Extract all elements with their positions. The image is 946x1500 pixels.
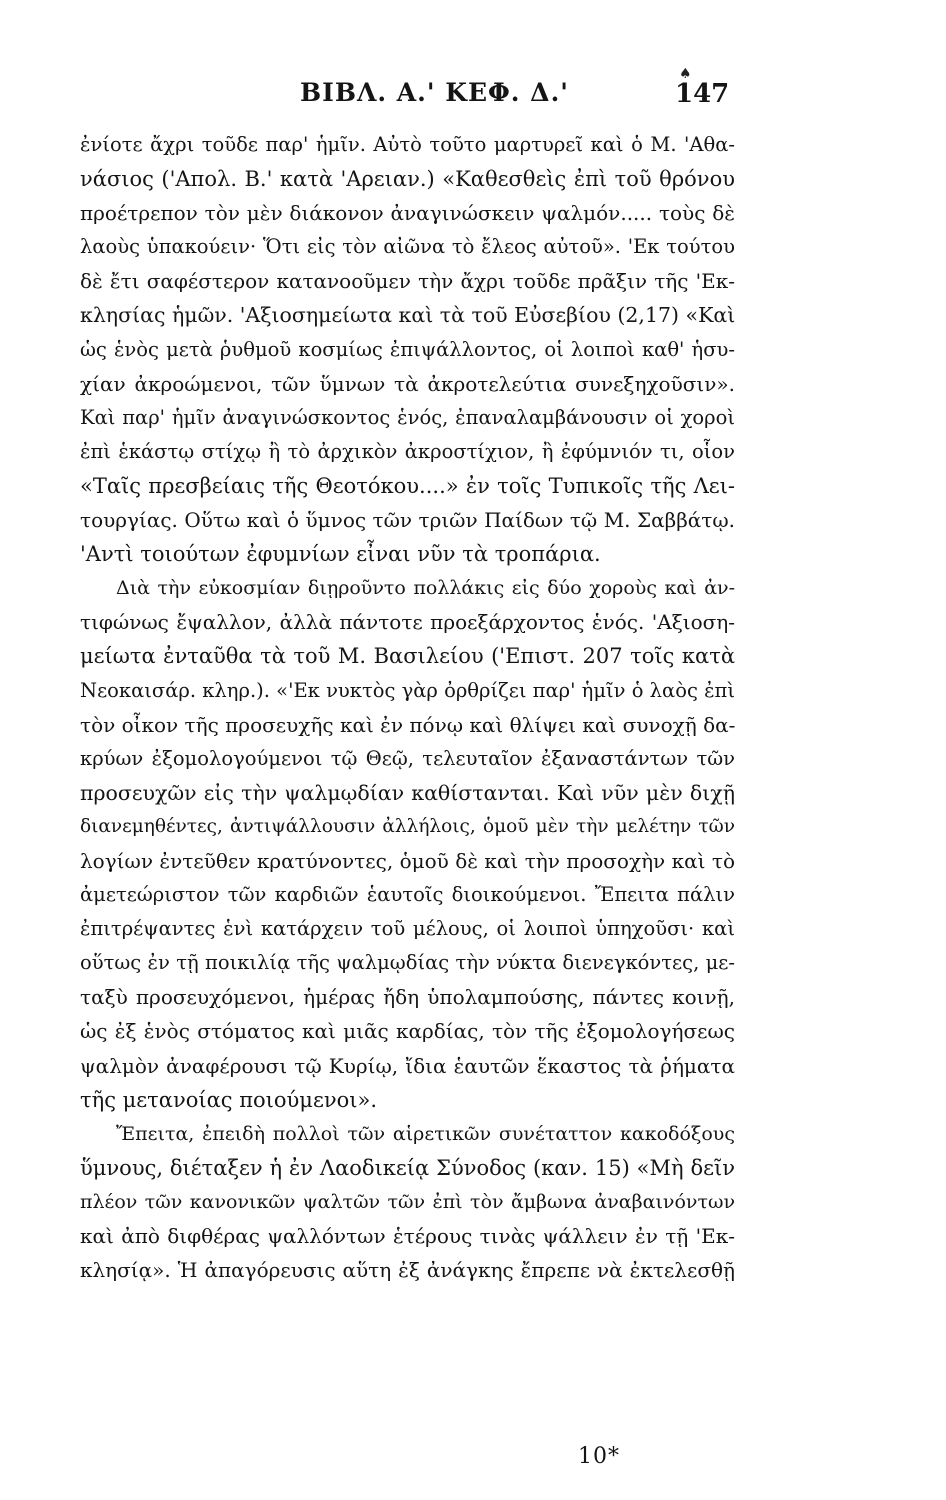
text-line: «Ταῖς πρεσβείαις τῆς Θεοτόκου....» ἐν τοῖς Τυπικοῖς τῆς Λει- — [80, 473, 735, 498]
text-line: ἀμετεώριστον τῶν καρδιῶν ἑαυτοῖς διοικούμενοι. Ἔπειτα πάλιν — [80, 883, 735, 907]
text-line: λογίων ἐντεῦθεν κρατύνοντες, ὁμοῦ δὲ καὶ τὴν προσοχὴν καὶ τὸ — [80, 848, 735, 873]
text-line: ὡς ἑνὸς μετὰ ῥυθμοῦ κοσμίως ἐπιψάλλοντος, οἱ λοιποὶ καθ' ἡσυ- — [80, 337, 735, 361]
paragraph-start-line: Ἔπειτα, ἐπειδὴ πολλοὶ τῶν αἱρετικῶν συνέταττον κακοδόξους — [116, 1122, 735, 1145]
text-line: Καὶ παρ' ἡμῖν ἀναγινώσκοντος ἑνός, ἐπαναλαμβάνουσιν οἱ χοροὶ — [80, 405, 735, 429]
text-line: πλέον τῶν κανονικῶν ψαλτῶν τῶν ἐπὶ τὸν ἄμβωνα ἀναβαινόντων — [80, 1190, 735, 1213]
paragraph-start-line: Διὰ τὴν εὐκοσμίαν διῃροῦντο πολλάκις εἰς δύο χοροὺς καὶ ἀν- — [116, 577, 735, 600]
text-line: νάσιος ('Απολ. Β.' κατὰ 'Αρειαν.) «Καθεσθεὶς ἐπὶ τοῦ θρόνου — [80, 167, 735, 192]
text-line: ψαλμὸν ἀναφέρουσι τῷ Κυρίῳ, ἴδια ἑαυτῶν ἕκαστος τὰ ῥήματα — [80, 1053, 735, 1078]
page-header — [0, 66, 946, 118]
text-line: χίαν ἀκροώμενοι, τῶν ὕμνων τὰ ἀκροτελεύτια συνεξηχοῦσιν». — [80, 371, 735, 396]
text-line: κλησίᾳ». Ἡ ἀπαγόρευσις αὕτη ἐξ ἀνάγκης ἔπρεπε νὰ ἐκτελεσθῇ — [80, 1258, 735, 1283]
text-line: τῆς μετανοίας ποιούμενοι». — [80, 1087, 378, 1112]
page-number: 147 — [675, 79, 730, 109]
text-line: προσευχῶν εἰς τὴν ψαλμῳδίαν καθίστανται. Καὶ νῦν μὲν διχῇ — [80, 780, 735, 805]
text-line: μείωτα ἐνταῦθα τὰ τοῦ Μ. Βασιλείου ('Επιστ. 207 τοῖς κατὰ — [80, 644, 735, 669]
text-line: ἐπιτρέψαντες ἑνὶ κατάρχειν τοῦ μέλους, οἱ λοιποὶ ὑπηχοῦσι· καὶ — [80, 917, 735, 941]
text-line: ὡς ἐξ ἑνὸς στόματος καὶ μιᾶς καρδίας, τὸν τῆς ἐξομολογήσεως — [80, 1019, 735, 1044]
running-head: ΒΙΒΛ. Α.' ΚΕΦ. Δ.' — [300, 78, 569, 107]
ink-mark-icon: ♠ — [679, 66, 692, 82]
text-line: ὕμνους, διέταξεν ἡ ἐν Λαοδικείᾳ Σύνοδος (καν. 15) «Μὴ δεῖν — [80, 1155, 735, 1180]
text-line: ἐπὶ ἑκάστῳ στίχῳ ἢ τὸ ἀρχικὸν ἀκροστίχιον, ἢ ἐφύμνιόν τι, οἷον — [80, 439, 735, 463]
text-line: τὸν οἶκον τῆς προσευχῆς καὶ ἐν πόνῳ καὶ θλίψει καὶ συνοχῇ δα- — [80, 712, 736, 737]
text-line: οὕτως ἐν τῇ ποικιλίᾳ τῆς ψαλμῳδίας τὴν νύκτα διενεγκόντες, με- — [80, 951, 735, 975]
text-line: 'Αντὶ τοιούτων ἐφυμνίων εἶναι νῦν τὰ τροπάρια. — [80, 542, 601, 567]
text-line: κρύων ἐξομολογούμενοι τῷ Θεῷ, τελευταῖον ἐξαναστάντων τῶν — [80, 746, 735, 770]
text-line: ταξὺ προσευχόμενοι, ἡμέρας ἤδη ὑπολαμπούσης, πάντες κοινῇ, — [80, 985, 735, 1010]
signature-mark: 10* — [578, 1444, 620, 1469]
text-line: δὲ ἔτι σαφέστερον κατανοοῦμεν τὴν ἄχρι τοῦδε πρᾶξιν τῆς 'Εκ- — [80, 269, 735, 294]
text-line: κλησίας ἡμῶν. 'Αξιοσημείωτα καὶ τὰ τοῦ Εὐσεβίου (2,17) «Καὶ — [80, 303, 736, 328]
text-line: διανεμηθέντες, ἀντιψάλλουσιν ἀλλήλοις, ὁμοῦ μὲν τὴν μελέτην τῶν — [80, 815, 735, 837]
text-line: καὶ ἀπὸ διφθέρας ψαλλόντων ἑτέρους τινὰς ψάλλειν ἐν τῇ 'Εκ- — [80, 1224, 735, 1248]
text-line: τουργίας. Οὕτω καὶ ὁ ὕμνος τῶν τριῶν Παίδων τῷ Μ. Σαββάτῳ. — [80, 508, 735, 533]
body-text — [80, 128, 735, 1287]
text-line: τιφώνως ἔψαλλον, ἀλλὰ πάντοτε προεξάρχοντος ἑνός. 'Αξιοση- — [80, 610, 735, 635]
text-line: ἐνίοτε ἄχρι τοῦδε παρ' ἡμῖν. Αὐτὸ τοῦτο μαρτυρεῖ καὶ ὁ Μ. 'Αθα- — [80, 133, 735, 156]
text-line: προέτρεπον τὸν μὲν διάκονον ἀναγινώσκειν ψαλμόν..... τοὺς δὲ — [80, 201, 735, 226]
text-line: Νεοκαισάρ. κληρ.). «'Εκ νυκτὸς γὰρ ὀρθρίζει παρ' ἡμῖν ὁ λαὸς ἐπὶ — [80, 678, 735, 702]
text-line: λαοὺς ὑπακούειν· Ὅτι εἰς τὸν αἰῶνα τὸ ἔλεος αὐτοῦ». 'Εκ τούτου — [80, 235, 735, 259]
